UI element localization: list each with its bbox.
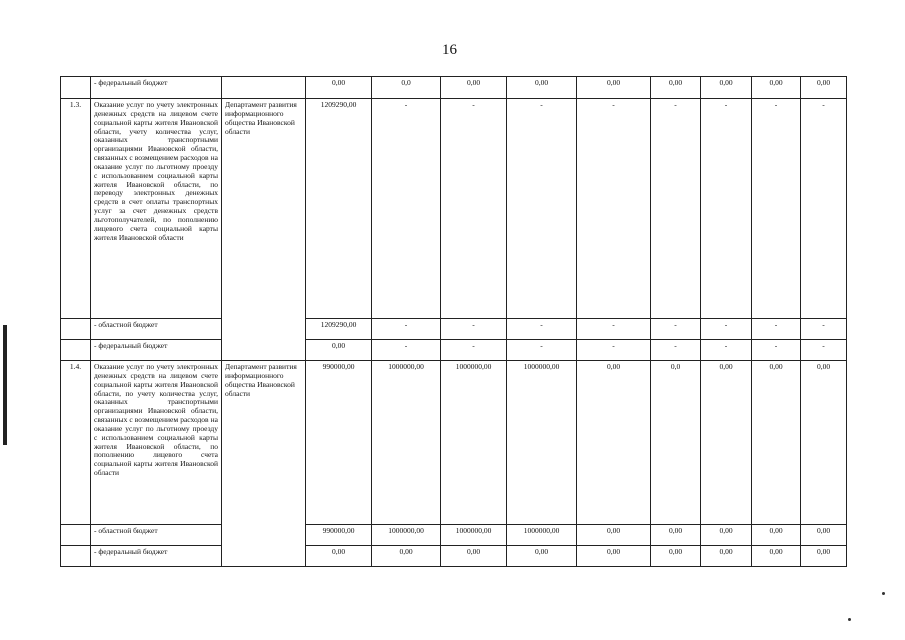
value-cell: 0,00 [306,546,372,567]
value-cell: - [701,319,752,340]
dept-cell [222,77,306,99]
value-cell: 0,00 [752,361,801,525]
row-label: - федеральный бюджет [91,546,222,567]
value-cell: - [507,319,577,340]
value-cell: 1000000,00 [441,361,507,525]
value-cell: - [441,99,507,319]
value-cell: - [801,319,847,340]
value-cell: 0,00 [701,546,752,567]
value-cell: 0,00 [752,525,801,546]
value-cell: 0,00 [801,525,847,546]
table-row [61,546,847,567]
value-cell: - [701,99,752,319]
value-cell: 0,00 [372,546,441,567]
value-cell: 0,00 [577,546,651,567]
row-label: - федеральный бюджет [91,340,222,361]
value-cell: - [577,340,651,361]
table-row [61,340,847,361]
value-cell: - [372,340,441,361]
value-cell: 1209290,00 [306,319,372,340]
value-cell: - [651,340,701,361]
value-cell: 0,00 [651,525,701,546]
value-cell: 0,00 [577,525,651,546]
value-cell: - [507,340,577,361]
value-cell: 0,00 [577,361,651,525]
value-cell: 0,00 [507,546,577,567]
row-department: Департамент развития информационного общества Ивановской области [222,361,306,567]
value-cell: - [651,319,701,340]
value-cell: 0,00 [701,361,752,525]
index-cell [61,340,91,361]
value-cell: - [651,99,701,319]
value-cell: - [441,319,507,340]
scan-edge-mark [3,325,7,445]
value-cell: 0,00 [752,546,801,567]
value-cell: - [752,340,801,361]
value-cell: 0,00 [306,340,372,361]
value-cell: 0,00 [651,546,701,567]
row-label: - областной бюджет [91,319,222,340]
index-cell [61,77,91,99]
value-cell: - [441,340,507,361]
value-cell: 1000000,00 [507,525,577,546]
value-cell: - [752,99,801,319]
value-cell: 0,0 [651,361,701,525]
value-cell: - [577,99,651,319]
value-cell: 990000,00 [306,525,372,546]
value-cell: 1000000,00 [507,361,577,525]
value-cell: 0,00 [701,525,752,546]
value-cell: 0,00 [651,77,701,99]
value-cell: - [701,340,752,361]
value-cell: 0,00 [701,77,752,99]
value-cell: 1000000,00 [441,525,507,546]
value-cell: - [801,99,847,319]
value-cell: - [577,319,651,340]
value-cell: - [372,99,441,319]
value-cell: - [507,99,577,319]
index-cell [61,525,91,546]
row-index: 1.4. [61,361,91,525]
row-description: Оказание услуг по учету электронных денежных средств на лицевом счете социальной карты жителя Ивановской области, учету количества услуг, оказанных транспортными организациями Ивановской области, связанных с возмещением расходов на оказание услуг по льготному проезду с использованием социальной карты жителя Ивановской области, по переводу электронных денежных средств в счет оплаты транспортных услуг за счет денежных средств льготополучателей, по пополнению лицевого счета социальной карты жителя Ивановской области [91,99,222,319]
value-cell: - [801,340,847,361]
row-description: Оказание услуг по учету электронных денежных средств на лицевом счете социальной карты жителя Ивановской области, по учету количества услуг, оказанных транспортными организациями Ивановской области, связанных с возмещением расходов на оказание услуг по льготному проезду с использованием социальной карты жителя Ивановской области, по пополнению лицевого счета социальной карты жителя Ивановской области [91,361,222,525]
table-row [61,361,847,525]
row-label: - федеральный бюджет [91,77,222,99]
table-row [61,99,847,319]
table-row [61,525,847,546]
index-cell [61,319,91,340]
row-index: 1.3. [61,99,91,319]
scan-dot [848,618,851,621]
table-row [61,77,847,99]
table-row [61,319,847,340]
value-cell: 1000000,00 [372,361,441,525]
value-cell: 0,0 [372,77,441,99]
budget-table [60,76,847,567]
page-number: 16 [442,42,457,58]
value-cell: 0,00 [801,546,847,567]
row-department: Департамент развития информационного общества Ивановской области [222,99,306,361]
value-cell: 0,00 [801,77,847,99]
value-cell: 1000000,00 [372,525,441,546]
index-cell [61,546,91,567]
value-cell: 1209290,00 [306,99,372,319]
value-cell: 0,00 [441,546,507,567]
row-label: - областной бюджет [91,525,222,546]
value-cell: 0,00 [507,77,577,99]
value-cell: 0,00 [752,77,801,99]
value-cell: 0,00 [801,361,847,525]
scan-dot [882,592,885,595]
value-cell: 990000,00 [306,361,372,525]
value-cell: - [752,319,801,340]
value-cell: - [372,319,441,340]
value-cell: 0,00 [306,77,372,99]
value-cell: 0,00 [577,77,651,99]
value-cell: 0,00 [441,77,507,99]
